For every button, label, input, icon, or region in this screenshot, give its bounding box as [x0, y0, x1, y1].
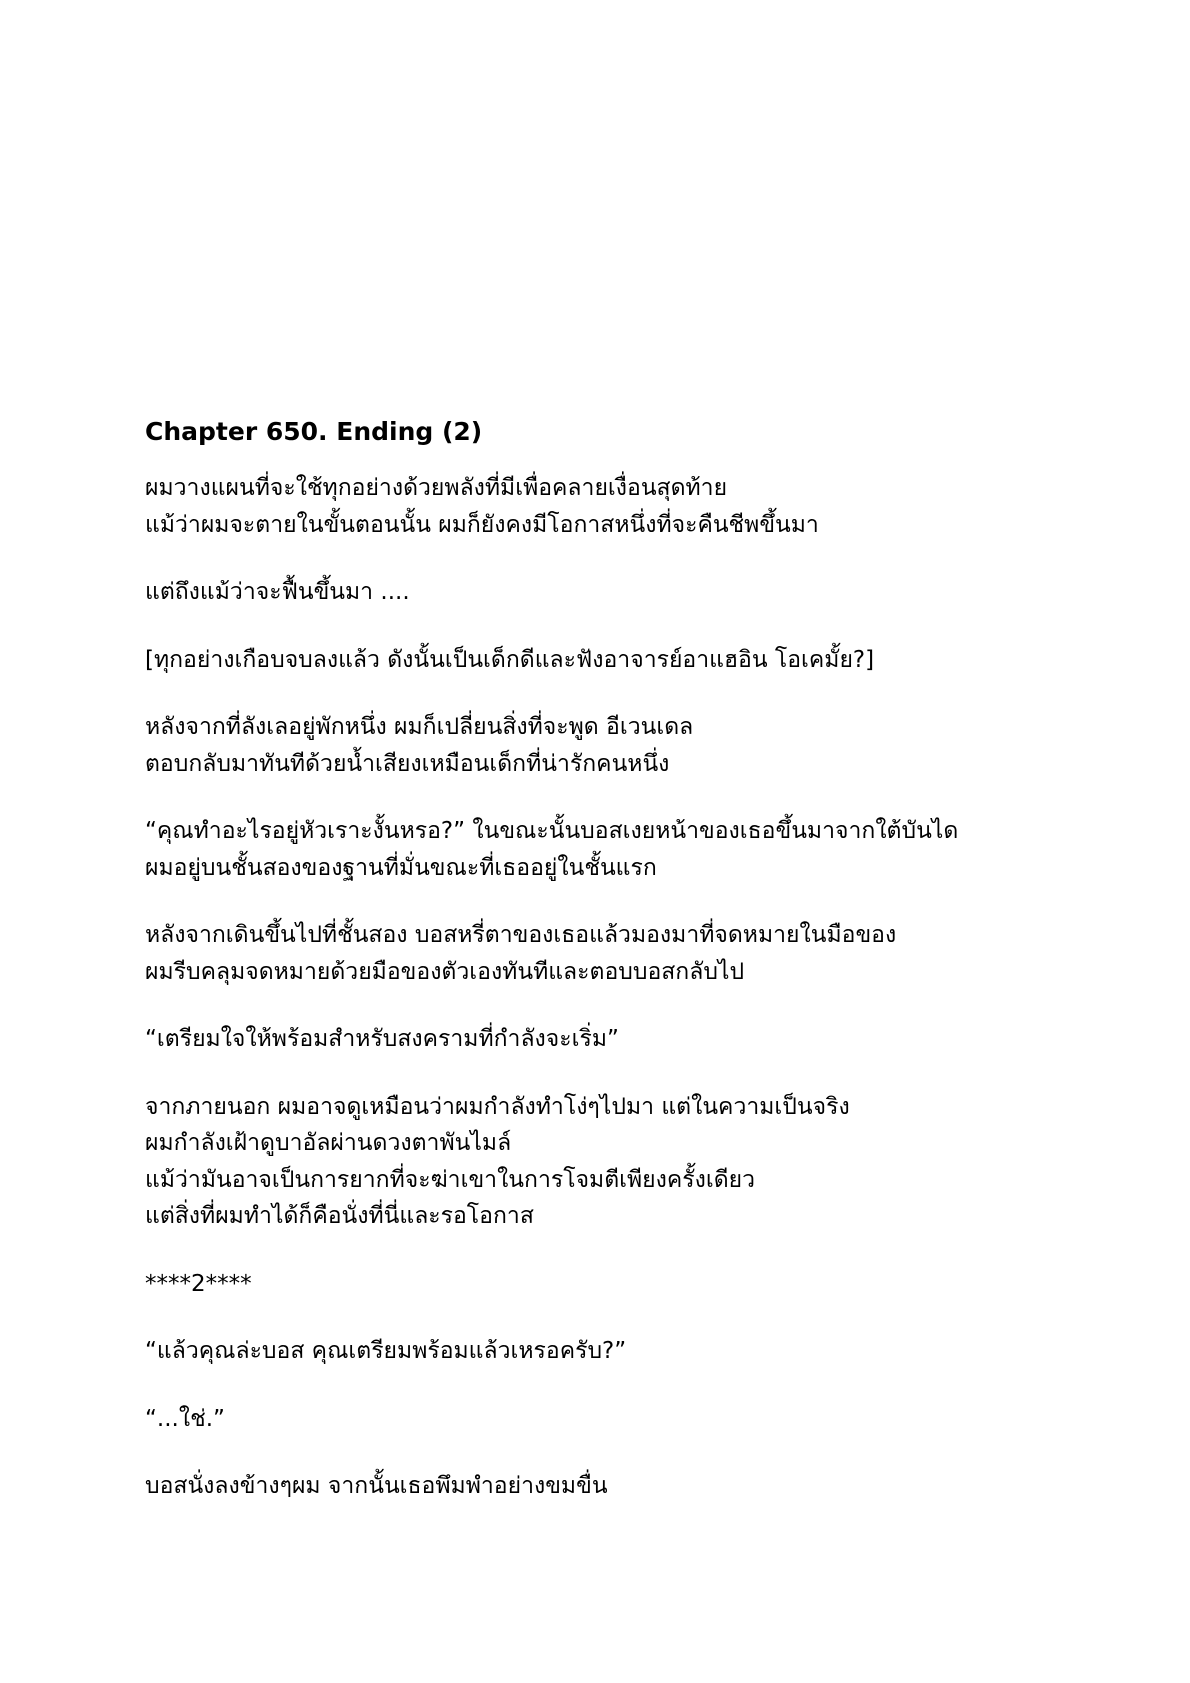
- text-line: แต่ถึงแม้ว่าจะฟื้นขึ้นมา ....: [145, 579, 410, 605]
- paragraph: [145, 1089, 1045, 1235]
- paragraph: [145, 574, 1045, 611]
- paragraph: [145, 1021, 1045, 1058]
- text-line: [ทุกอย่างเกือบจบลงแล้ว ดังนั้นเป็นเด็กดีและฟังอาจารย์อาแฮอิน โอเคมั้ย?]: [145, 646, 875, 673]
- paragraph: [145, 1401, 1045, 1438]
- document-page: [145, 410, 1045, 1536]
- text-line: จากภายนอก ผมอาจดูเหมือนว่าผมกำลังทำโง่ๆไปมา แต่ในความเป็นจริง: [145, 1093, 850, 1120]
- chapter-title: Chapter 650. Ending (2): [145, 417, 483, 446]
- text-line: หลังจากเดินขึ้นไปที่ชั้นสอง บอสหรี่ตาของเธอแล้วมองมาที่จดหมายในมือของ: [145, 922, 897, 948]
- text-line: แต่สิ่งที่ผมทำได้ก็คือนั่งที่นี่และรอโอกาส: [145, 1203, 534, 1229]
- text-line: หลังจากที่ลังเลอยู่พักหนึ่ง ผมก็เปลี่ยนสิ่งที่จะพูด อีเวนเดล: [145, 714, 694, 740]
- text-line: “คุณทำอะไรอยู่หัวเราะงั้นหรอ?” ในขณะนั้นบอสเงยหน้าของเธอขึ้นมาจากใต้บันได: [145, 818, 959, 844]
- text-line: “...ใช่.”: [145, 1405, 225, 1432]
- text-line: ผมกำลังเฝ้าดูบาอัลผ่านดวงตาพันไมล์: [145, 1130, 512, 1156]
- paragraph: [145, 1468, 1045, 1505]
- text-line: ตอบกลับมาทันทีด้วยน้ำเสียงเหมือนเด็กที่น่ารักคนหนึ่ง: [145, 750, 670, 777]
- text-line: ผมอยู่บนชั้นสองของฐานที่มั่นขณะที่เธออยู่ในชั้นแรก: [145, 854, 657, 881]
- paragraph: [145, 709, 1045, 782]
- text-line: ผมรีบคลุมจดหมายด้วยมือของตัวเองทันทีและตอบบอสกลับไป: [145, 958, 745, 985]
- text-line: ****2****: [145, 1270, 252, 1297]
- paragraph: [145, 470, 1045, 543]
- text-line: “เตรียมใจให้พร้อมสำหรับสงครามที่กำลังจะเริ่ม”: [145, 1026, 619, 1052]
- scene-break: [145, 1266, 1045, 1303]
- paragraph: [145, 642, 1045, 679]
- text-line: ผมวางแผนที่จะใช้ทุกอย่างด้วยพลังที่มีเพื่อคลายเงื่อนสุดท้าย: [145, 475, 728, 501]
- text-line: “แล้วคุณล่ะบอส คุณเตรียมพร้อมแล้วเหรอครับ?”: [145, 1338, 627, 1364]
- paragraph: [145, 813, 1045, 886]
- text-line: บอสนั่งลงข้างๆผม จากนั้นเธอพึมพำอย่างขมขื่น: [145, 1473, 608, 1499]
- paragraph: [145, 917, 1045, 990]
- text-line: แม้ว่ามันอาจเป็นการยากที่จะฆ่าเขาในการโจมตีเพียงครั้งเดียว: [145, 1166, 756, 1193]
- text-line: แม้ว่าผมจะตายในขั้นตอนนั้น ผมก็ยังคงมีโอกาสหนึ่งที่จะคืนชีพขึ้นมา: [145, 511, 819, 538]
- paragraph: [145, 1333, 1045, 1370]
